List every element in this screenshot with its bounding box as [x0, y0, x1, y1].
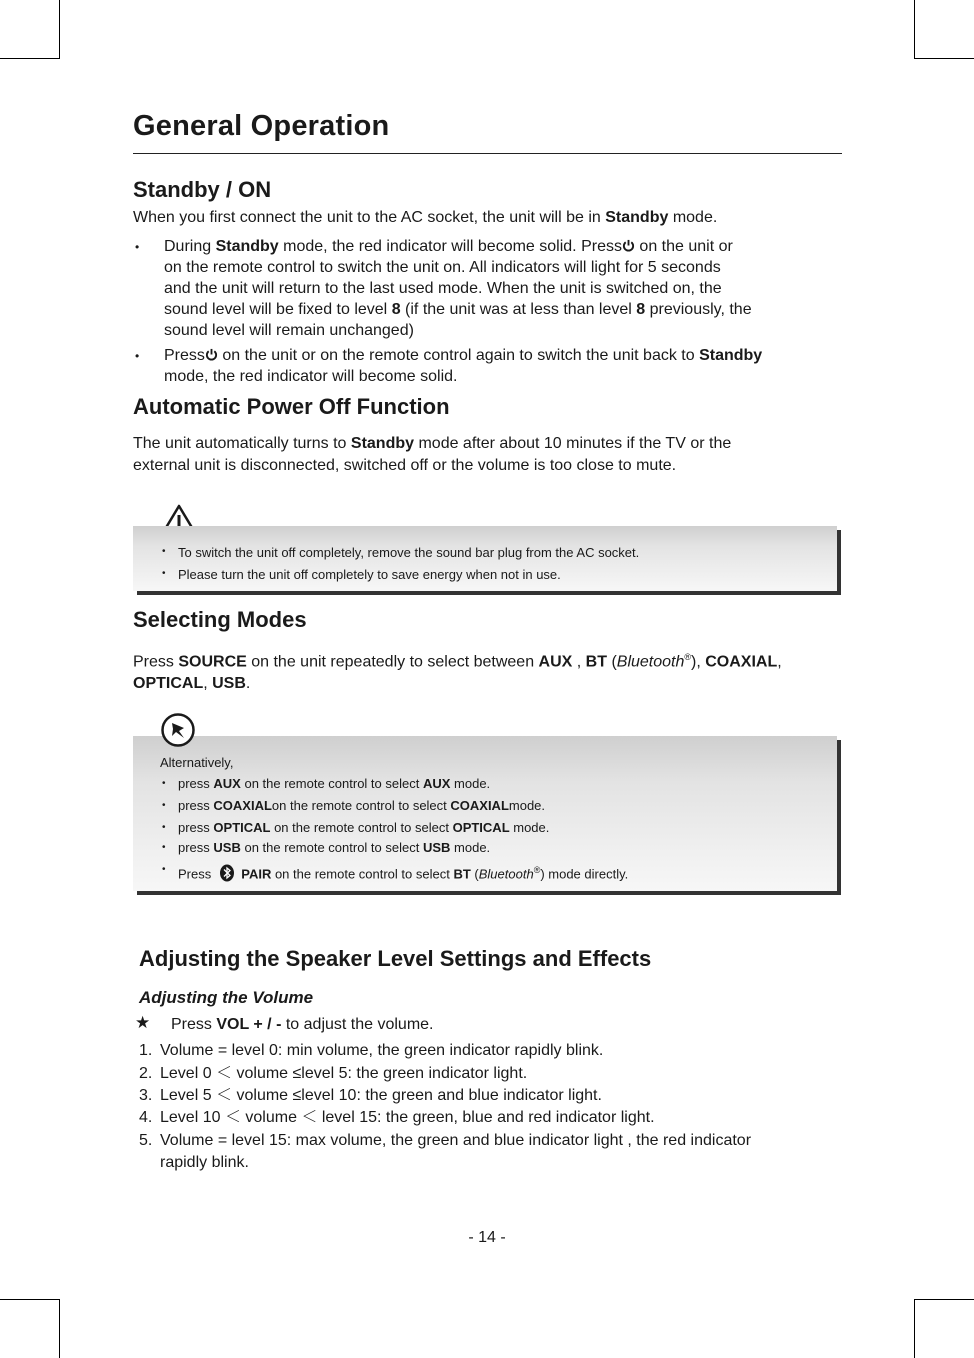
- bullet-dot: •: [162, 822, 166, 833]
- bullet-dot: •: [162, 778, 166, 789]
- modes-text: Press SOURCE on the unit repeatedly to select between AUX , BT (Bluetooth®), COAXIAL, OPTICAL, USB.: [133, 652, 782, 693]
- crop-mark: [914, 1299, 974, 1300]
- warning-line-1: To switch the unit off completely, remove the sound bar plug from the AC socket.: [178, 545, 640, 560]
- bullet-dot: •: [162, 842, 166, 853]
- page-number: - 14 -: [468, 1229, 506, 1246]
- bullet-dot: •: [162, 546, 166, 557]
- volume-list-item-cont: rapidly blink.: [160, 1154, 249, 1171]
- note-item-optical: press OPTICAL on the remote control to select OPTICAL mode.: [178, 820, 550, 835]
- note-intro: Alternatively,: [160, 755, 234, 770]
- volume-press-text: Press VOL + / - to adjust the volume.: [171, 1016, 434, 1033]
- bluetooth-icon: [219, 864, 235, 886]
- volume-list-item: Level 0 ＜ volume ≤level 5: the green indicator light.: [160, 1065, 528, 1082]
- power-icon: [622, 238, 635, 255]
- list-number: 2.: [139, 1065, 153, 1082]
- standby-bullet-2: Press on the unit or on the remote control again to switch the unit back to Standby mode, the red indicator will become solid.: [164, 347, 763, 385]
- star-icon: ★: [135, 1013, 151, 1032]
- list-number: 4.: [139, 1109, 153, 1126]
- note-item-usb: press USB on the remote control to select USB mode.: [178, 840, 491, 855]
- bullet-dot: •: [135, 349, 140, 363]
- modes-heading: Selecting Modes: [133, 607, 307, 632]
- power-icon: [205, 347, 218, 364]
- crop-mark: [0, 58, 60, 59]
- bullet-dot: •: [162, 568, 166, 579]
- speaker-heading: Adjusting the Speaker Level Settings and Effects: [139, 946, 652, 971]
- crop-mark: [914, 0, 915, 58]
- warning-line-2: Please turn the unit off completely to save energy when not in use.: [178, 567, 561, 582]
- crop-mark: [59, 1299, 60, 1358]
- bullet-dot: •: [162, 864, 166, 875]
- note-item-pair: Press PAIR on the remote control to select BT (Bluetooth®) mode directly.: [178, 862, 628, 886]
- note-item-aux: press AUX on the remote control to select AUX mode.: [178, 776, 491, 791]
- volume-list-item: Level 5 ＜ volume ≤level 10: the green and blue indicator light.: [160, 1087, 602, 1104]
- auto-power-text: The unit automatically turns to Standby mode after about 10 minutes if the TV or the external unit is disconnected, switched off or the volume is too close to mute.: [133, 435, 732, 474]
- standby-bullet-1: During Standby mode, the red indicator will become solid. Press on the unit or on the remote control to switch the unit on. All indicators will light for 5 seconds and the unit will return to the last used mode. When the unit is switched on, the sound level will be fixed to level 8 (if the unit was at less than level 8 previously, the sound level will remain unchanged): [164, 238, 752, 339]
- title-rule: [133, 153, 842, 154]
- volume-list-item: Level 10 ＜ volume ＜ level 15: the green, blue and red indicator light.: [160, 1109, 655, 1126]
- auto-power-heading: Automatic Power Off Function: [133, 394, 450, 419]
- list-number: 5.: [139, 1132, 153, 1149]
- volume-list-item: Volume = level 15: max volume, the green and blue indicator light , the red indicator: [160, 1132, 752, 1149]
- crop-mark: [59, 0, 60, 58]
- volume-subheading: Adjusting the Volume: [139, 988, 314, 1007]
- page-title: General Operation: [133, 110, 390, 142]
- bullet-dot: •: [162, 800, 166, 811]
- list-number: 1.: [139, 1042, 153, 1059]
- crop-mark: [914, 58, 974, 59]
- volume-list-item: Volume = level 0: min volume, the green indicator rapidly blink.: [160, 1042, 604, 1059]
- standby-heading: Standby / ON: [133, 177, 272, 202]
- bullet-dot: •: [135, 240, 140, 254]
- note-pin-icon: [160, 712, 196, 753]
- crop-mark: [914, 1299, 915, 1358]
- standby-intro: When you first connect the unit to the AC socket, the unit will be in Standby mode.: [133, 209, 718, 226]
- list-number: 3.: [139, 1087, 153, 1104]
- crop-mark: [0, 1299, 60, 1300]
- note-item-coaxial: press COAXIALon the remote control to select COAXIALmode.: [178, 798, 546, 813]
